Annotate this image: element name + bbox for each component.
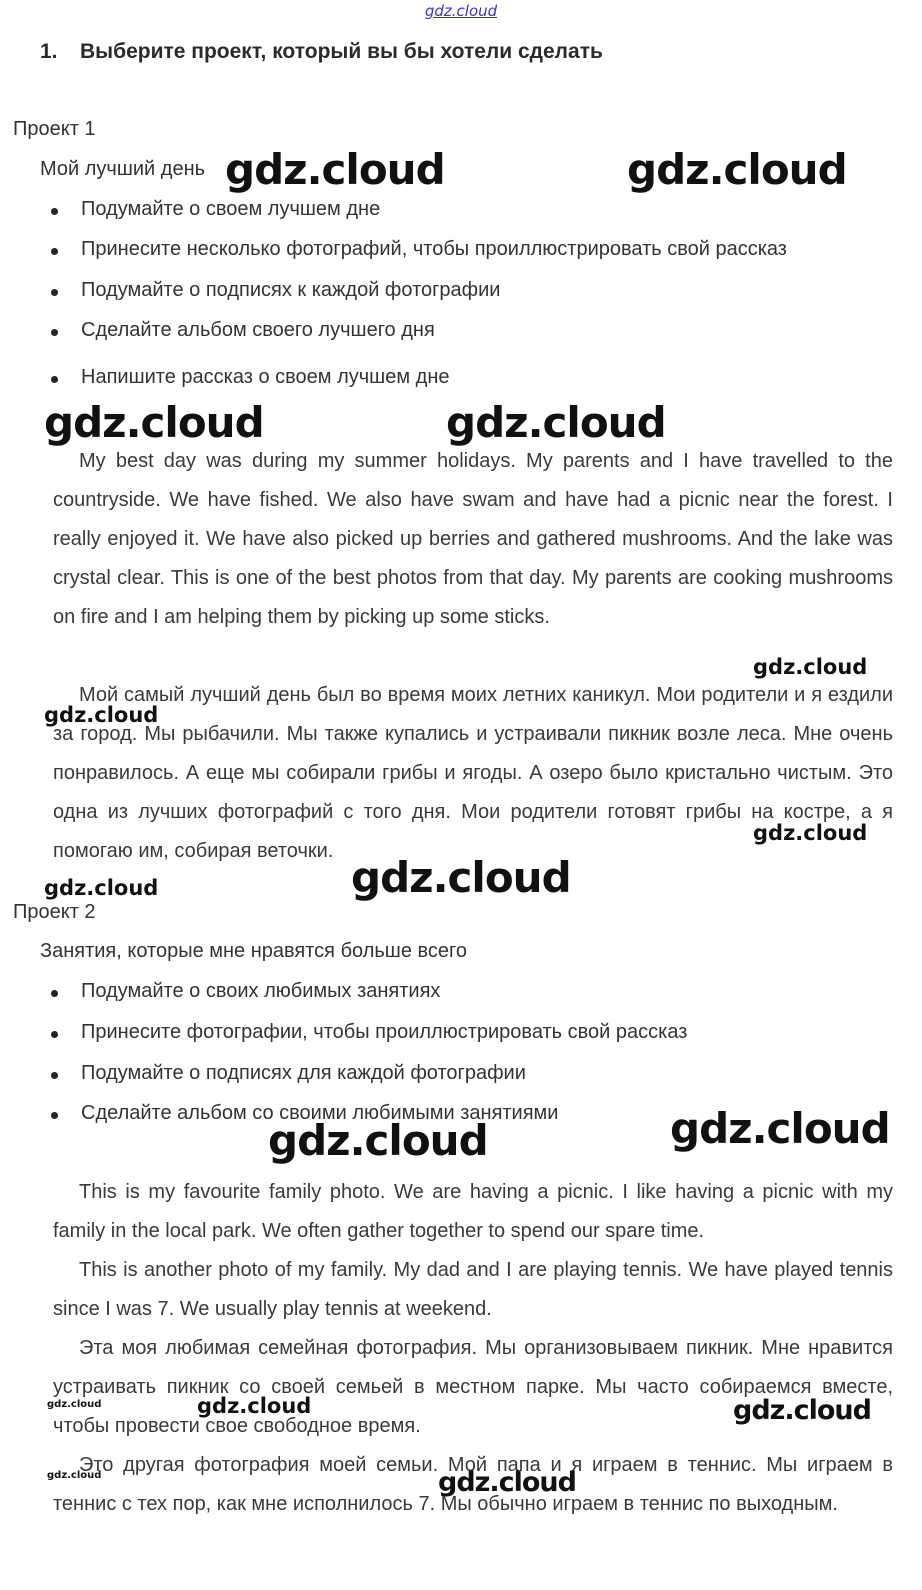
task-number: 1.	[40, 40, 58, 63]
bullet-icon	[51, 1072, 58, 1079]
list-item: Подумайте о подписях для каждой фотографии	[40, 1062, 526, 1085]
project2-paragraph-russian-1: Эта моя любимая семейная фотография. Мы организовываем пикник. Мне нравится устраивать пикник со своей семьей в местном парке. Мы часто собираемся вместе, чтобы провести свое свободное время.	[53, 1337, 893, 1437]
project2-paragraph-russian-2: Это другая фотография моей семьи. Мой папа и я играем в теннис. Мы играем в теннис с тех пор, как мне исполнилось 7. Мы обычно играем в теннис по выходным.	[53, 1454, 893, 1515]
task-title: Выберите проект, который вы бы хотели сделать	[80, 40, 603, 63]
watermark: gdz.cloud	[627, 145, 847, 194]
project1-subtitle: Мой лучший день	[40, 158, 206, 180]
watermark: gdz.cloud	[44, 876, 159, 900]
project1-paragraph-english: My best day was during my summer holidays. My parents and I have travelled to the countryside. We have fished. We also have swam and have had a picnic near the forest. I really enjoyed it. We have also picked up berries and gathered mushrooms. And the lake was crystal clear. This is one of the best photos from that day. My parents are cooking mushrooms on fire and I am helping them by picking up some sticks.	[53, 450, 893, 628]
project2-paragraph-english-1: This is my favourite family photo. We are having a picnic. I like having a picnic with my family in the local park. We often gather together to spend our spare time.	[53, 1181, 893, 1242]
project1-paragraph-russian: Мой самый лучший день был во время моих летних каникул. Мои родители и я ездили за город. Мы рыбачили. Мы также купались и устраивали пикник возле леса. Мне очень понравилось. А еще мы собирали грибы и ягоды. А озеро было кристально чистым. Это одна из лучших фотографий с того дня. Мои родители готовят грибы на костре, а я помогаю им, собирая веточки.	[53, 684, 893, 862]
project2-label: Проект 2	[13, 901, 96, 923]
bullet-icon	[51, 1112, 58, 1119]
watermark: gdz.cloud	[446, 398, 666, 447]
task-heading	[40, 40, 603, 64]
watermark: gdz.cloud	[47, 1470, 102, 1481]
project2-paragraph-english-2: This is another photo of my family. My dad and I are playing tennis. We have played tennis since I was 7. We usually play tennis at weekend.	[53, 1259, 893, 1320]
bullet-icon	[51, 1031, 58, 1038]
watermark: gdz.cloud	[753, 655, 868, 679]
watermark: gdz.cloud	[670, 1104, 890, 1153]
watermark: gdz.cloud	[438, 1467, 576, 1498]
list-item: Сделайте альбом со своими любимыми занятиями	[40, 1102, 558, 1125]
watermark: gdz.cloud	[225, 145, 445, 194]
bullet-icon	[51, 289, 58, 296]
watermark: gdz.cloud	[197, 1394, 312, 1418]
list-item: Подумайте о подписях к каждой фотографии	[40, 279, 500, 302]
watermark: gdz.cloud	[753, 821, 868, 845]
bullet-icon	[51, 376, 58, 383]
bullet-icon	[51, 248, 58, 255]
watermark: gdz.cloud	[351, 853, 571, 902]
top-watermark: gdz.cloud	[424, 2, 498, 20]
list-item: Подумайте о своих любимых занятиях	[40, 980, 440, 1003]
watermark: gdz.cloud	[47, 1399, 102, 1410]
project1-label: Проект 1	[13, 118, 96, 140]
list-item: Сделайте альбом своего лучшего дня	[40, 319, 435, 342]
bullet-icon	[51, 990, 58, 997]
list-item: Принесите фотографии, чтобы проиллюстрировать свой рассказ	[40, 1021, 687, 1044]
list-item: Принесите несколько фотографий, чтобы проиллюстрировать свой рассказ	[40, 238, 787, 261]
watermark: gdz.cloud	[733, 1395, 871, 1426]
watermark: gdz.cloud	[44, 398, 264, 447]
list-item: Напишите рассказ о своем лучшем дне	[40, 366, 450, 389]
bullet-icon	[51, 208, 58, 215]
watermark: gdz.cloud	[44, 703, 159, 727]
list-item: Подумайте о своем лучшем дне	[40, 198, 380, 221]
watermark: gdz.cloud	[268, 1116, 488, 1165]
bullet-icon	[51, 329, 58, 336]
project2-subtitle: Занятия, которые мне нравятся больше всего	[40, 940, 468, 962]
